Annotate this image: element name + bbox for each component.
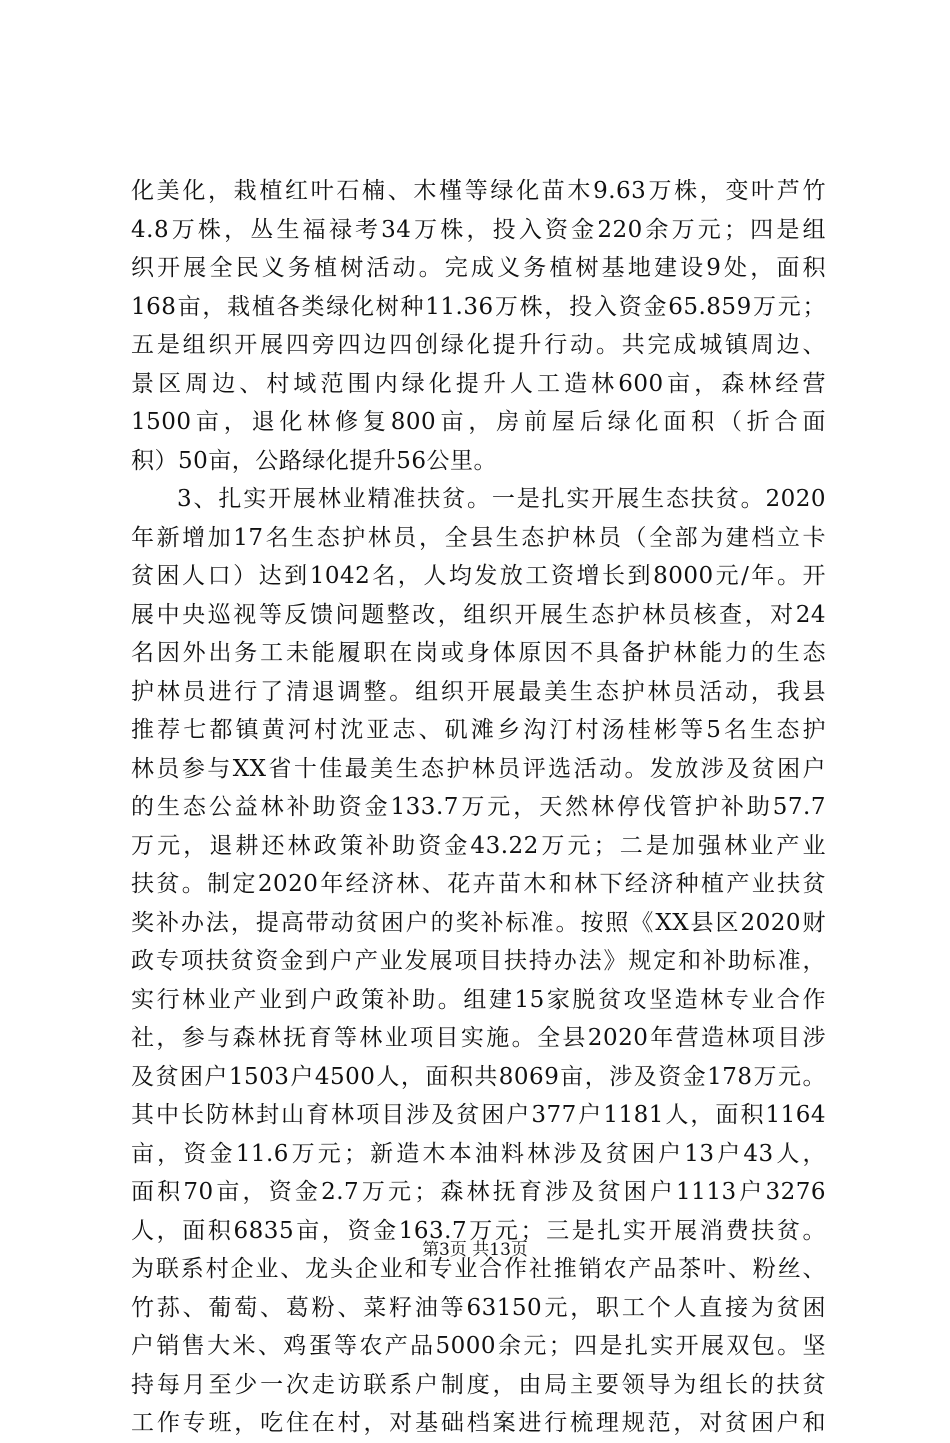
text-line: 其中长防林封山育林项目涉及贫困户377户1181人，面积1164 xyxy=(131,1102,826,1128)
text-line: 竹荪、葡萄、葛粉、菜籽油等63150元，职工个人直接为贫困 xyxy=(131,1294,826,1321)
text-line: 奖补办法，提高带动贫困户的奖补标准。按照《XX县区2020财 xyxy=(131,909,826,936)
text-line: 景区周边、村域范围内绿化提升人工造林600亩，森林经营 xyxy=(131,370,826,397)
text-line: 护林员进行了清退调整。组织开展最美生态护林员活动，我县 xyxy=(131,678,826,705)
text-line: 的生态公益林补助资金133.7万元，天然林停伐管护补助57.7 xyxy=(131,794,826,820)
text-line: 五是组织开展四旁四边四创绿化提升行动。共完成城镇周边、 xyxy=(131,332,826,358)
text-line: 积）50亩，公路绿化提升56公里。 xyxy=(131,447,498,474)
text-line: 万元，退耕还林政策补助资金43.22万元；二是加强林业产业 xyxy=(131,832,826,859)
text-line: 贫困人口）达到1042名，人均发放工资增长到8000元/年。开 xyxy=(131,563,826,589)
text-line: 政专项扶贫资金到户产业发展项目扶持办法》规定和补助标准， xyxy=(131,948,826,974)
text-line: 化美化，栽植红叶石楠、木槿等绿化苗木9.63万株，变叶芦竹 xyxy=(131,178,826,204)
text-line: 持每月至少一次走访联系户制度，由局主要领导为组长的扶贫 xyxy=(131,1371,826,1398)
text-line: 年新增加17名生态护林员，全县生态护林员（全部为建档立卡 xyxy=(131,524,826,551)
text-line: 户销售大米、鸡蛋等农产品5000余元；四是扎实开展双包。坚 xyxy=(131,1333,826,1359)
text-line: 为联系村企业、龙头企业和专业合作社推销农产品茶叶、粉丝、 xyxy=(131,1256,826,1282)
text-line: 面积70亩，资金2.7万元；森林抚育涉及贫困户1113户3276 xyxy=(131,1179,826,1205)
text-line: 名因外出务工未能履职在岗或身体原因不具备护林能力的生态 xyxy=(131,640,826,666)
text-line: 亩，资金11.6万元；新造木本油料林涉及贫困户13户43人， xyxy=(131,1140,826,1167)
text-line: 织开展全民义务植树活动。完成义务植树基地建设9处，面积 xyxy=(131,255,826,281)
text-line: 168亩，栽植各类绿化树种11.36万株，投入资金65.859万元； xyxy=(131,293,826,320)
text-line: 林员参与XX省十佳最美生态护林员评选活动。发放涉及贫困户 xyxy=(131,755,826,782)
text-line: 工作专班，吃住在村，对基础档案进行梳理规范，对贫困户和 xyxy=(131,1410,826,1436)
text-line: 人，面积6835亩，资金163.7万元；三是扎实开展消费扶贫。 xyxy=(131,1217,826,1244)
page-footer: 第3页 共13页 xyxy=(422,1240,528,1260)
text-line: 实行林业产业到户政策补助。组建15家脱贫攻坚造林专业合作 xyxy=(131,986,826,1013)
text-line: 扶贫。制定2020年经济林、花卉苗木和林下经济种植产业扶贫 xyxy=(131,871,826,897)
text-line: 4.8万株，丛生福禄考34万株，投入资金220余万元；四是组 xyxy=(131,216,826,243)
text-line: 1500亩，退化林修复800亩，房前屋后绿化面积（折合面 xyxy=(131,409,826,435)
text-line: 推荐七都镇黄河村沈亚志、矶滩乡沟汀村汤桂彬等5名生态护 xyxy=(131,717,826,743)
text-line: 展中央巡视等反馈问题整改，组织开展生态护林员核查，对24 xyxy=(131,601,826,628)
text-line: 3、扎实开展林业精准扶贫。一是扎实开展生态扶贫。2020 xyxy=(177,486,826,512)
text-line: 社，参与森林抚育等林业项目实施。全县2020年营造林项目涉 xyxy=(131,1025,826,1051)
text-line: 及贫困户1503户4500人，面积共8069亩，涉及资金178万元。 xyxy=(131,1063,826,1090)
